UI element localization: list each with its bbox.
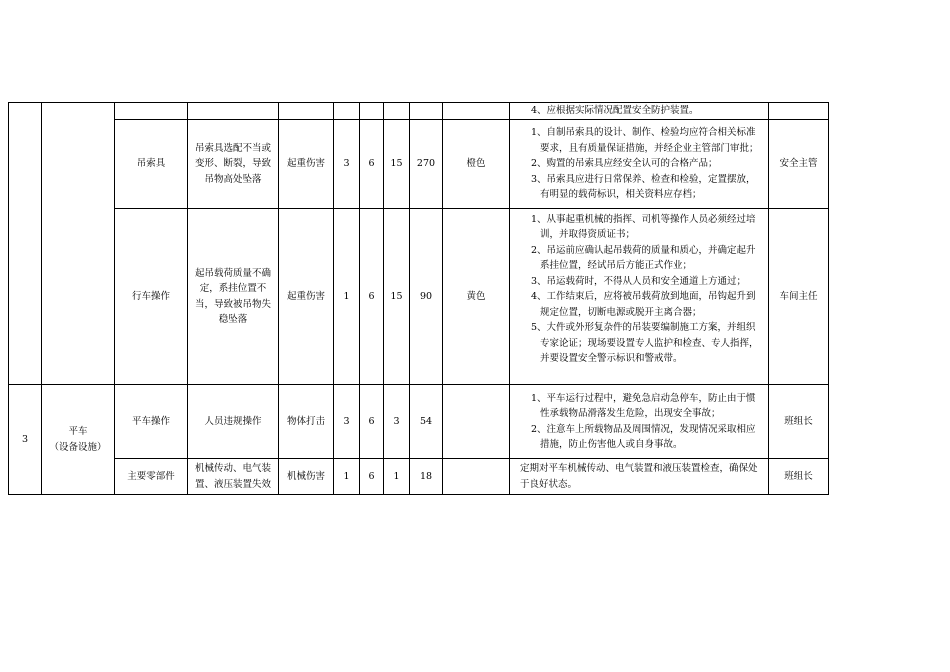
risk-level-cell [443,459,510,495]
owner-cell: 班组长 [769,385,829,459]
hazard-text: 吊索具选配不当或变形、断裂，导致吊物高处坠落 [194,142,271,185]
measure-item: 1、从事起重机械的指挥、司机等操作人员必须经过培训，并取得资质证书； [531,213,756,240]
control-measures-cell [510,209,769,385]
table-row [9,120,829,209]
d-value-cell: 54 [410,385,443,459]
owner-cell: 车间主任 [769,209,829,385]
e-value-cell [360,103,384,120]
measure-item: 1、平车运行过程中，避免急启动急停车，防止由于惯性承载物品滑落发生危险，出现安全事故； [531,392,756,419]
owner-cell [769,103,829,120]
serial-number-cell: 3 [9,385,42,495]
accident-type-cell: 物体打击 [279,385,334,459]
measure-item: 5、大件或外形复杂件的吊装要编制施工方案，并组织专家论证；现场要设置专人监护和检查、专人指挥，并要设置安全警示标识和警戒带。 [531,322,759,364]
l-value-cell: 1 [334,459,360,495]
c-value-cell: 1 [384,459,410,495]
item-cell: 吊索具 [115,120,188,209]
risk-control-table [8,102,829,495]
control-measures-cell [510,385,769,459]
hazard-text: 起吊载荷质量不确定，系挂位置不当，导致被吊物失稳坠落 [194,267,271,325]
item-cell: 主要零部件 [115,459,188,495]
l-value-cell: 1 [334,209,360,385]
d-value-cell: 18 [410,459,443,495]
e-value-cell: 6 [360,459,384,495]
c-value-cell [384,103,410,120]
serial-number-cell [9,103,42,385]
d-value-cell [410,103,443,120]
owner-cell: 班组长 [769,459,829,495]
hazard-cell: 机械传动、电气装置、液压装置失效 [188,459,279,495]
accident-type-cell: 机械伤害 [279,459,334,495]
measure-item: 4、应根据实际情况配置安全防护装置。 [531,105,699,117]
l-value-cell: 3 [334,120,360,209]
accident-type-cell [279,103,334,120]
equipment-cell [42,385,115,495]
measure-item: 4、工作结束后，应将被吊载荷放到地面，吊钩起升到规定位置，切断电源或脱开主离合器； [531,291,756,318]
table-row [9,209,829,385]
measure-item: 2、注意车上所载物品及周围情况，发现情况采取相应措施，防止伤害他人或自身事故。 [531,423,756,450]
measure-item: 1、自制吊索具的设计、制作、检验均应符合相关标准要求，且有质量保证措施，并经企业主管部门审批； [531,127,759,154]
e-value-cell: 6 [360,120,384,209]
measure-item: 2、购置的吊索具应经安全认可的合格产品； [531,158,718,170]
hazard-cell [188,209,279,385]
risk-level-cell: 橙色 [443,120,510,209]
accident-type-cell: 起重伤害 [279,209,334,385]
owner-cell: 安全主管 [769,120,829,209]
risk-level-cell: 黄色 [443,209,510,385]
measure-item: 2、吊运前应确认起吊载荷的质量和质心，并确定起升系挂位置，经试吊后方能正式作业； [531,244,756,271]
accident-type-cell: 起重伤害 [279,120,334,209]
hazard-cell [188,103,279,120]
table-row [9,459,829,495]
equipment-cell [42,103,115,385]
table-row [9,385,829,459]
c-value-cell: 15 [384,120,410,209]
control-measures-cell [510,103,769,120]
l-value-cell [334,103,360,120]
control-measures-cell [510,459,769,495]
item-cell: 平车操作 [115,385,188,459]
e-value-cell: 6 [360,209,384,385]
d-value-cell: 90 [410,209,443,385]
hazard-cell: 人员违规操作 [188,385,279,459]
measure-item: 定期对平车机械传动、电气装置和液压装置检查，确保处于良好状态。 [520,463,758,490]
d-value-cell: 270 [410,120,443,209]
table-row [9,103,829,120]
measure-item: 3、吊索具应进行日常保养、检查和检验，定置摆放，有明显的载荷标识，相关资料应存档； [531,173,756,201]
hazard-cell [188,120,279,209]
equipment-name: 平车 （设备设施） [49,426,107,453]
item-cell: 行车操作 [115,209,188,385]
l-value-cell: 3 [334,385,360,459]
risk-level-cell [443,103,510,120]
e-value-cell: 6 [360,385,384,459]
c-value-cell: 3 [384,385,410,459]
c-value-cell: 15 [384,209,410,385]
measure-item: 3、吊运载荷时，不得从人员和安全通道上方通过； [531,275,747,287]
item-cell [115,103,188,120]
control-measures-cell [510,120,769,209]
risk-level-cell [443,385,510,459]
